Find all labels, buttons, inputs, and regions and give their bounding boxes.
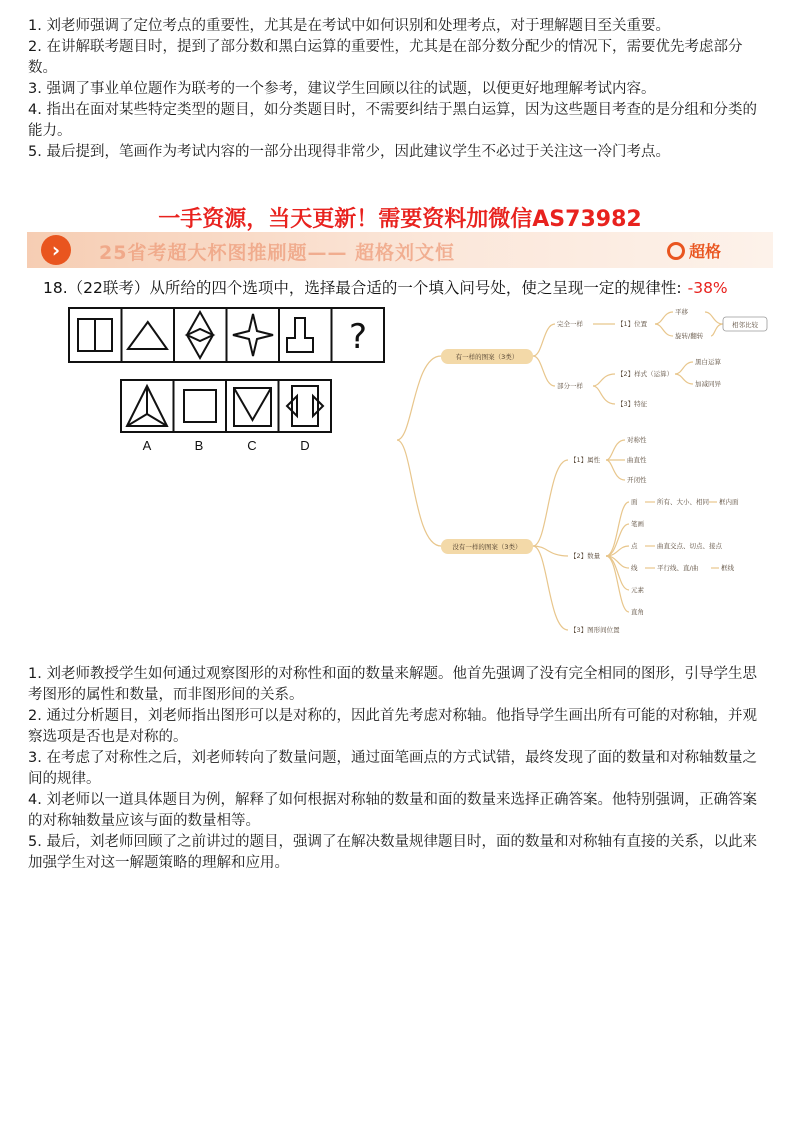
node-rotate-flip: 旋转/翻转 [675, 332, 704, 340]
option-c-figure [234, 388, 271, 426]
node-angle: 直角 [631, 608, 644, 616]
figure-4 [233, 314, 273, 356]
option-c-label[interactable]: C [247, 438, 257, 453]
node-translate: 平移 [675, 308, 688, 316]
figure-5 [287, 318, 313, 352]
note-paragraph: 2. 通过分析题目，刘老师指出图形可以是对称的，因此首先考虑对称轴。他指导学生画出所有可能的对称轴，并观察选项是否也是对称的。 [28, 708, 757, 745]
node-face-detail: 所有、大小、相同 [657, 498, 709, 506]
node-curvature: 曲直性 [627, 456, 647, 464]
slide-header [27, 232, 773, 268]
brand-icon [667, 242, 685, 260]
option-b-figure [184, 390, 216, 422]
option-d-figure [287, 386, 323, 426]
question-figures [27, 300, 393, 550]
promo-banner: 一手资源，当天更新！需要资料加微信AS73982 [158, 207, 642, 232]
figure-1 [78, 319, 112, 351]
node-full-same: 完全一样 [557, 320, 583, 328]
node-element: 元素 [631, 586, 644, 594]
accuracy-rate: -38% [687, 279, 728, 297]
node-add-sub: 加减同异 [695, 380, 721, 388]
question-mark-cell: ? [348, 317, 368, 357]
node-trait: 【3】特征 [617, 400, 648, 408]
node-face-extra: 框内面 [719, 498, 739, 506]
note-paragraph: 5. 最后，刘老师回顾了之前讲过的题目，强调了在解决数量规律题目时，面的数量和对称轴有直接的关系，以此来加强学生对这一解题策略的理解和应用。 [28, 834, 757, 871]
question-row [69, 308, 384, 362]
brand-name: 超格 [688, 242, 721, 261]
note-paragraph: 4. 刘老师以一道具体题目为例，解释了如何根据对称轴的数量和面的数量来选择正确答案。他特别强调，正确答案的对称轴数量应该与面的数量相等。 [28, 792, 757, 829]
note-paragraph: 5. 最后提到，笔画作为考试内容的一部分出现得非常少，因此建议学生不必过于关注这一冷门考点。 [28, 144, 670, 160]
node-attribute: 【1】属性 [570, 456, 601, 464]
note-paragraph: 1. 刘老师强调了定位考点的重要性，尤其是在考试中如何识别和处理考点，对于理解题目至关重要。 [28, 18, 670, 34]
node-compare: 相邻比较 [732, 321, 758, 329]
question-text [43, 276, 728, 298]
node-stroke: 笔画 [631, 520, 644, 528]
lecture-slide [27, 206, 773, 642]
node-symmetry: 对称性 [627, 436, 647, 444]
node-point-detail: 曲直交点、切点、接点 [657, 542, 722, 550]
node-position: 【1】位置 [617, 320, 648, 328]
node-point: 点 [631, 542, 638, 550]
note-paragraph: 3. 强调了事业单位题作为联考的一个参考，建议学生回顾以往的试题，以便更好地理解考试内容。 [28, 81, 656, 97]
arrow-right-icon: › [41, 235, 71, 265]
note-paragraph: 3. 在考虑了对称性之后，刘老师转向了数量问题，通过面笔画点的方式试错，最终发现了面的数量和对称轴数量之间的规律。 [28, 750, 757, 787]
note-paragraph: 4. 指出在面对某些特定类型的题目，如分类题目时，不需要纠结于黑白运算，因为这些题目考查的是分组和分类的能力。 [28, 102, 757, 139]
notes-top [28, 16, 768, 163]
node-line-extra: 框线 [721, 564, 734, 572]
course-title: 25省考超大杯图推刷题—— 超格刘文恒 [99, 242, 456, 264]
figure-3 [187, 312, 213, 358]
options-row [121, 380, 331, 432]
node-quantity: 【2】数量 [570, 552, 601, 560]
figure-2 [128, 322, 167, 349]
note-paragraph: 1. 刘老师教授学生如何通过观察图形的对称性和面的数量来解题。他首先强调了没有完全相同的图形，引导学生思考图形的属性和数量，而非图形间的关系。 [28, 666, 757, 703]
question-stem: 18.（22联考）从所给的四个选项中，选择最合适的一个填入问号处，使之呈现一定的规律性: [43, 279, 682, 297]
note-paragraph: 2. 在讲解联考题目时，提到了部分数和黑白运算的重要性，尤其是在部分数分配少的情况下，需要优先考虑部分数。 [28, 39, 743, 76]
node-black-white: 黑白运算 [695, 358, 721, 366]
option-b-label[interactable]: B [194, 438, 204, 453]
node-partial-same: 部分一样 [557, 382, 583, 390]
brand-logo [667, 239, 721, 262]
node-face: 面 [631, 498, 638, 506]
notes-bottom [28, 664, 768, 874]
node-relation: 【3】图形间位置 [570, 626, 620, 634]
node-style: 【2】样式（运算） [617, 370, 674, 378]
branch-same-pattern: 有一样的图案（3类） [455, 353, 519, 361]
node-line-detail: 平行线、直/曲 [657, 564, 699, 572]
branch-no-same-pattern: 没有一样的图案（3类） [452, 543, 522, 551]
option-a-figure [127, 386, 167, 426]
option-d-label[interactable]: D [300, 438, 310, 453]
mind-map [393, 300, 773, 642]
option-a-label[interactable]: A [142, 438, 152, 453]
node-line: 线 [631, 564, 638, 572]
node-openness: 开闭性 [627, 476, 647, 484]
